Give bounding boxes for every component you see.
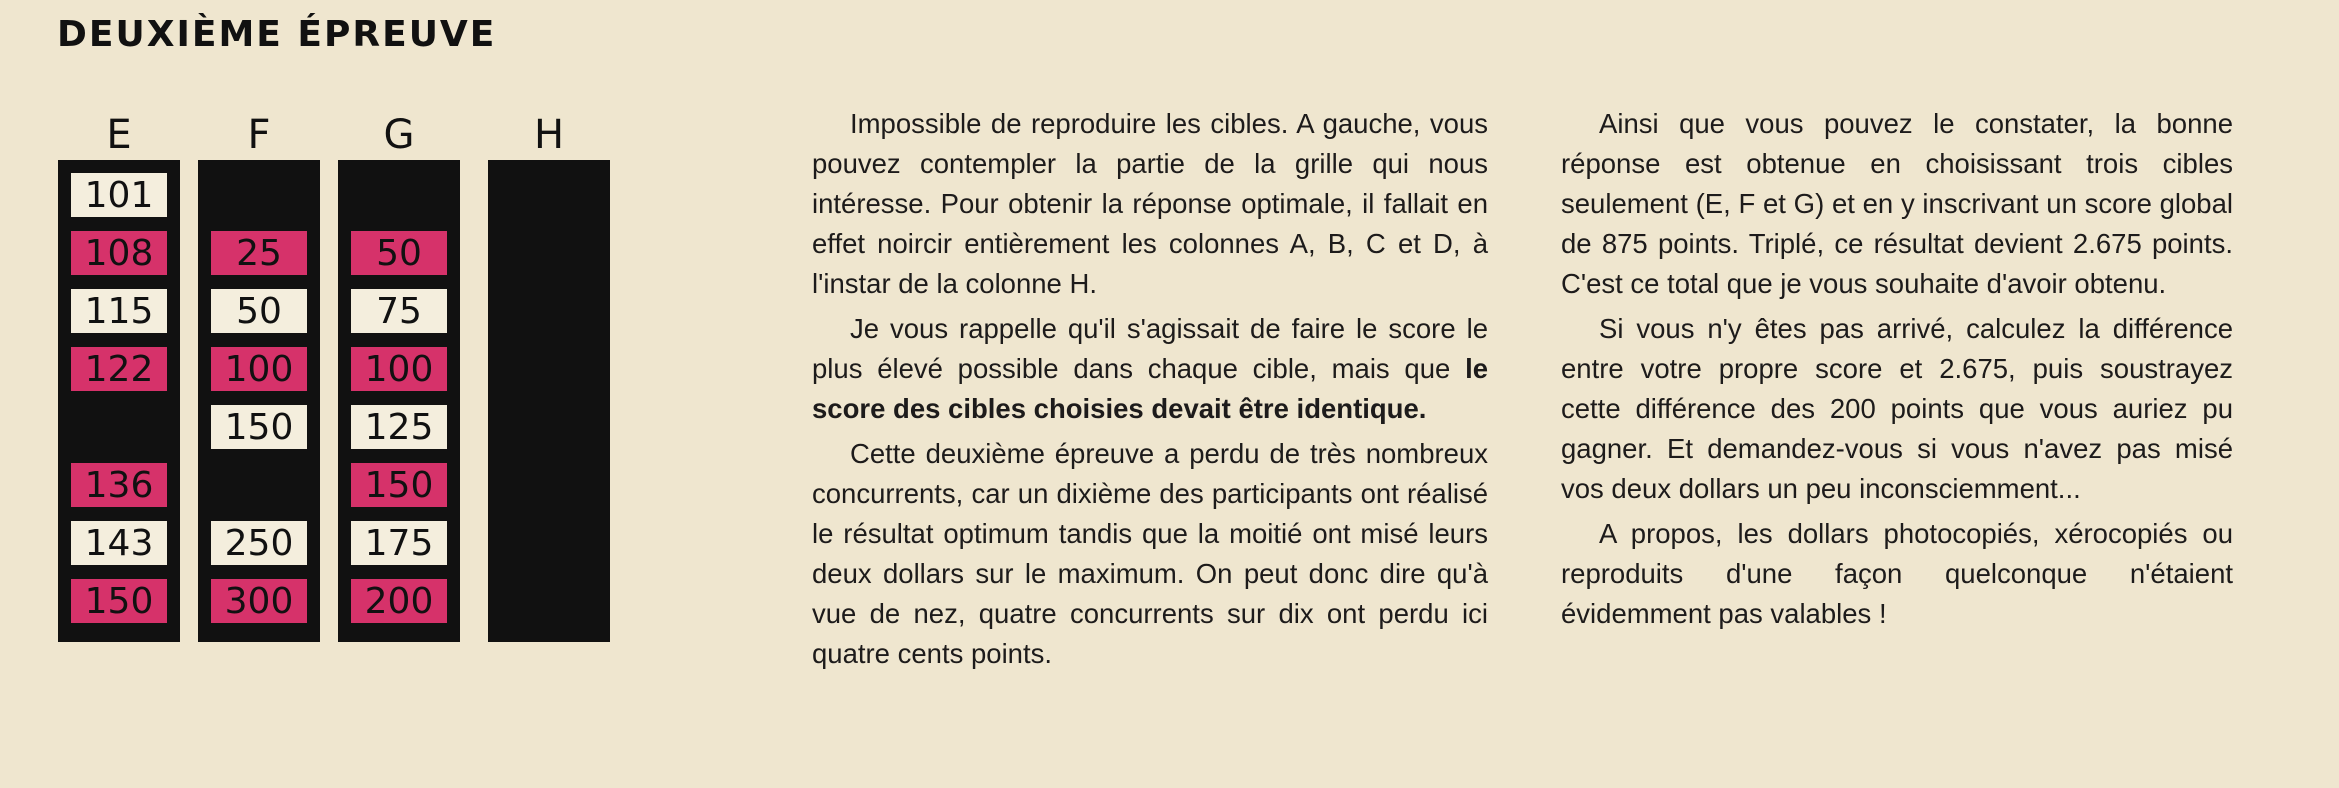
- column-letter-e: E: [106, 112, 132, 158]
- grid-cell-e-1: 101: [68, 170, 170, 220]
- grid-cell-g-8: 200: [348, 576, 450, 626]
- grid-cell-f-2: 25: [208, 228, 310, 278]
- grid-cell-e-6: 136: [68, 460, 170, 510]
- grid-cell-f-5: 150: [208, 402, 310, 452]
- grid-cell-e-2: 108: [68, 228, 170, 278]
- paragraph-text: Je vous rappelle qu'il s'agissait de faire le score le plus élevé possible dans chaque cible, mais que: [812, 313, 1488, 384]
- paragraph: Si vous n'y êtes pas arrivé, calculez la différence entre votre propre score et 2.675, puis soustrayez cette différence des 200 points que vous auriez pu gagner. Et demandez-vous si vous n'avez pas misé vos deux dollars un peu inconsciemment...: [1561, 313, 2233, 504]
- text-column-left: [812, 104, 1488, 679]
- column-h: [488, 160, 610, 642]
- bold-text: le score des cibles choisies devait être identique.: [812, 353, 1488, 424]
- grid-cell-e-4: 122: [68, 344, 170, 394]
- grid-cell-g-4: 100: [348, 344, 450, 394]
- grid-cell-f-8: 300: [208, 576, 310, 626]
- column-letter-g: G: [383, 112, 415, 158]
- grid-cell-g-7: 175: [348, 518, 450, 568]
- grid-cell-f-4: 100: [208, 344, 310, 394]
- text-column-right: [1561, 104, 2233, 639]
- column-letter-f: F: [247, 112, 271, 158]
- paragraph: A propos, les dollars photocopiés, xérocopiés ou reproduits d'une façon quelconque n'étaient évidemment pas valables !: [1561, 518, 2233, 629]
- grid-cell-g-6: 150: [348, 460, 450, 510]
- page-title: DEUXIÈME ÉPREUVE: [57, 14, 497, 55]
- grid-cell-e-8: 150: [68, 576, 170, 626]
- paragraph: Ainsi que vous pouvez le constater, la bonne réponse est obtenue en choisissant trois cibles seulement (E, F et G) et en y inscrivant un score global de 875 points. Triplé, ce résultat devient 2.675 points. C'est ce total que je vous souhaite d'avoir obtenu.: [1561, 108, 2233, 299]
- column-letter-h: H: [533, 112, 565, 158]
- column-g: [338, 160, 460, 642]
- grid-cell-e-3: 115: [68, 286, 170, 336]
- grid-cell-e-7: 143: [68, 518, 170, 568]
- grid-cell-g-3: 75: [348, 286, 450, 336]
- paragraph: [812, 309, 1488, 429]
- paragraph: Impossible de reproduire les cibles. A gauche, vous pouvez contempler la partie de la grille qui nous intéresse. Pour obtenir la réponse optimale, il fallait en effet noircir entièrement les colonnes A, B, C et D, à l'instar de la colonne H.: [812, 108, 1488, 299]
- paragraph: Cette deuxième épreuve a perdu de très nombreux concurrents, car un dixième des participants ont réalisé le résultat optimum tandis que la moitié ont misé leurs deux dollars sur le maximum. On peut donc dire qu'à vue de nez, quatre concurrents sur dix ont perdu ici quatre cents points.: [812, 438, 1488, 669]
- grid-cell-g-5: 125: [348, 402, 450, 452]
- grid-cell-f-7: 250: [208, 518, 310, 568]
- target-grid: [58, 112, 618, 652]
- grid-cell-g-2: 50: [348, 228, 450, 278]
- column-f: [198, 160, 320, 642]
- column-e: [58, 160, 180, 642]
- grid-cell-f-3: 50: [208, 286, 310, 336]
